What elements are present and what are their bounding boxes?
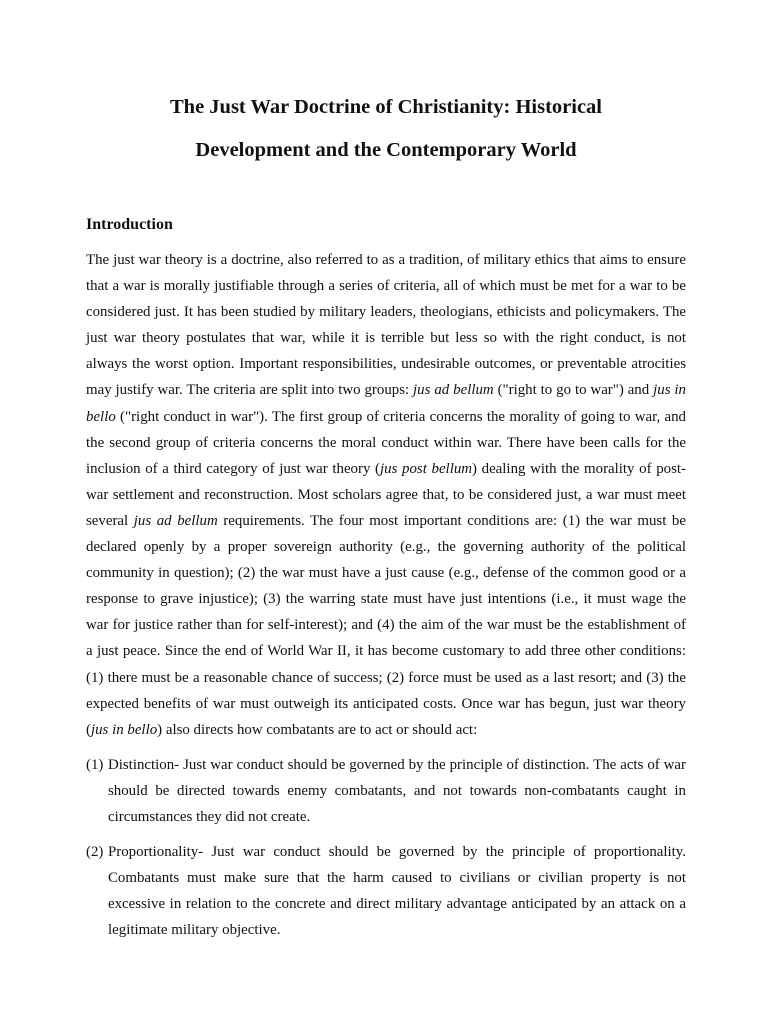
intro-text-4: ) dealing with the morality of post-war settlement and reconstruction. Most scholars agree that, to be considered just, a war must meet several [86, 460, 686, 529]
intro-italic-3: jus post bellum [380, 460, 473, 477]
intro-text-1: The just war theory is a doctrine, also referred to as a tradition, of military ethics that aims to ensure that a war is morally justifiable through a series of criteria, all of which must be met for a war to be considered just. It has been studied by military leaders, theologians, ethicists and policymakers. The just war theory postulates that war, while it is terrible but less so with the right conduct, is not always the worst option. Important responsibilities, undesirable outcomes, or preventable atrocities may justify war. The criteria are split into two groups: [86, 252, 686, 399]
list-item-distinction [86, 752, 686, 830]
title-line-2: Development and the Contemporary World [195, 139, 577, 161]
title-line-1: The Just War Doctrine of Christianity: Historical [170, 96, 602, 118]
list-item-number: (2) [86, 844, 104, 861]
intro-text-2: ("right to go to war") and [493, 382, 654, 399]
intro-text-5: requirements. The four most important conditions are: (1) the war must be declared openly by a proper sovereign authority (e.g., the governing authority of the political community in question); (2) the war must have a just cause (e.g., defense of the common good or a response to grave injustice); (3) the warring state must have just intentions (i.e., it must wage the war for justice rather than for self-interest); and (4) the aim of the war must be the establishment of a just peace. Since the end of World War II, it has become customary to add three other conditions: (1) there must be a reasonable chance of success; (2) force must be used as a last resort; and (3) the expected benefits of war must outweigh its anticipated costs. Once war has begun, just war theory ( [86, 512, 686, 738]
document-title [86, 86, 686, 172]
list-item-proportionality [86, 839, 686, 943]
section-heading: Introduction [86, 216, 173, 233]
intro-italic-4: jus ad bellum [133, 512, 218, 529]
intro-italic-1: jus ad bellum [413, 382, 494, 399]
intro-italic-5: jus in bello [90, 721, 158, 738]
list-item-number: (1) [86, 756, 104, 773]
intro-text-6: ) also directs how combatants are to act or should act: [157, 721, 478, 738]
intro-text-3: ("right conduct in war"). The first group of criteria concerns the morality of going to war, and the second group of criteria concerns the moral conduct within war. There have been calls for the inclusion of a third category of just war theory ( [86, 408, 686, 477]
list-item-text: Distinction- Just war conduct should be governed by the principle of distinction. The acts of war should be directed towards enemy combatants, and not towards non-combatants caught in circumstances they did not create. [108, 756, 686, 825]
intro-italic-2: jus in bello [86, 382, 686, 425]
intro-paragraph [86, 247, 686, 743]
list-item-text: Proportionality- Just war conduct should be governed by the principle of proportionality. Combatants must make sure that the harm caused to civilians or civilian property is not excessive in relation to the concrete and direct military advantage anticipated by an attack on a legitimate military objective. [108, 844, 686, 939]
